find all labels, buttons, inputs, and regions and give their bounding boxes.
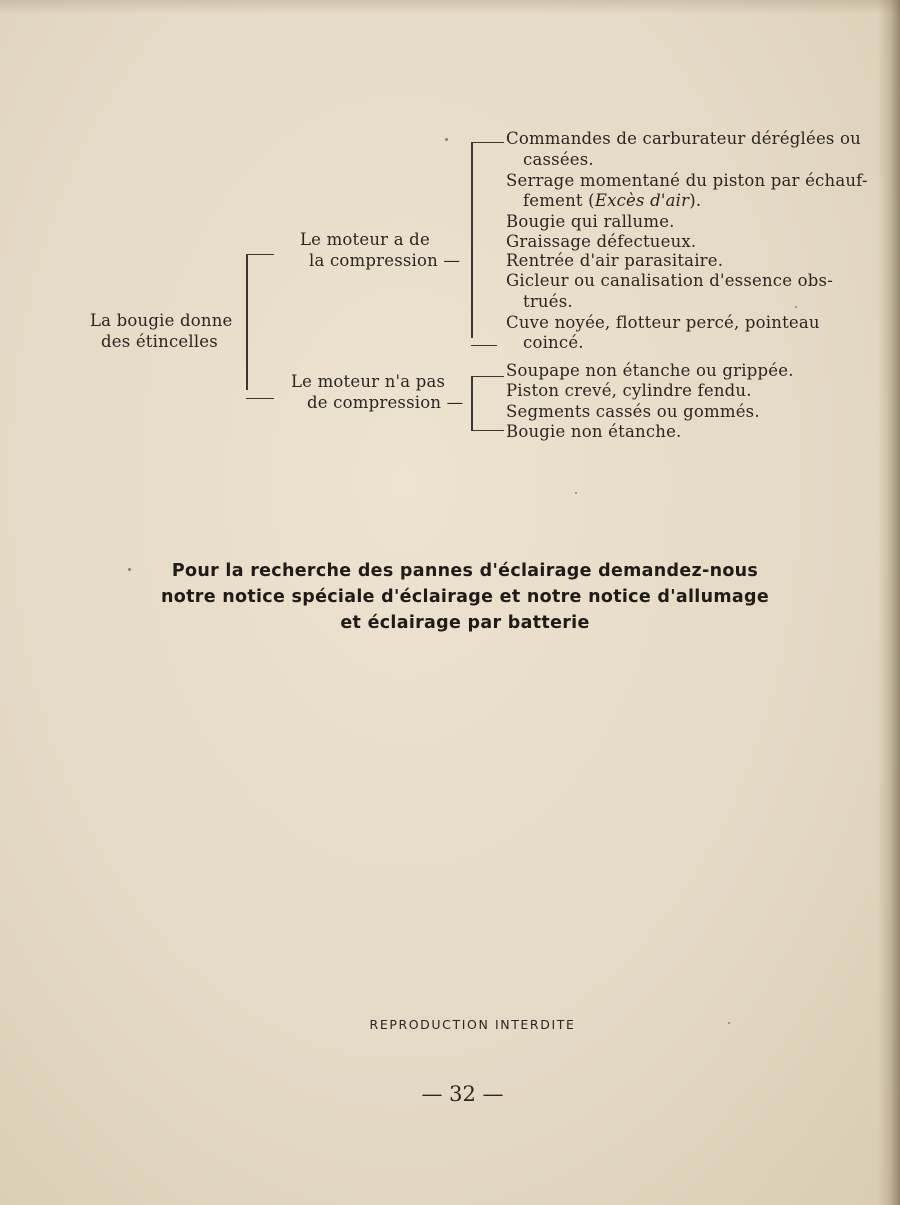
- main-bracket-vertical: [246, 254, 248, 390]
- page-number: — 32 —: [421, 1082, 504, 1106]
- cause-line: cassées.: [523, 150, 594, 169]
- lighting-notice: [90, 558, 840, 636]
- paper-speck: [795, 306, 797, 308]
- no-compression-bracket-bottom-tick: [471, 430, 504, 431]
- cause-line: Segments cassés ou gommés.: [506, 402, 760, 421]
- cause-line: Gicleur ou canalisation d'essence obs-: [506, 271, 833, 290]
- branch-label-line: de compression —: [307, 393, 464, 412]
- paper-speck: [445, 138, 448, 141]
- cause-line: trués.: [523, 292, 573, 311]
- cause-line: Commandes de carburateur déréglées ou: [506, 129, 861, 148]
- root-label-line: La bougie donne: [90, 311, 233, 330]
- root-label-line: des étincelles: [101, 332, 218, 351]
- branch-label-line: Le moteur n'a pas: [291, 372, 446, 391]
- main-bracket-bottom-tick: [246, 398, 274, 399]
- notice-line: Pour la recherche des pannes d'éclairage demandez-nous: [171, 561, 759, 581]
- paper-top-shadow: [0, 0, 900, 14]
- branch-label-line: Le moteur a de: [300, 230, 430, 249]
- reproduction-notice: REPRODUCTION INTERDITE: [369, 1017, 576, 1032]
- compression-bracket-bottom-tick: [471, 345, 497, 346]
- no-compression-bracket-top-tick: [471, 376, 504, 377]
- cause-line: Bougie non étanche.: [506, 422, 682, 441]
- cause-line: Piston crevé, cylindre fendu.: [506, 381, 752, 400]
- cause-line: Rentrée d'air parasitaire.: [506, 251, 724, 270]
- no-compression-bracket-vertical: [471, 376, 473, 430]
- cause-line: Soupape non étanche ou grippée.: [506, 361, 794, 380]
- notice-line: et éclairage par batterie: [340, 613, 590, 633]
- branch-label-line: la compression —: [309, 251, 461, 270]
- cause-line: Bougie qui rallume.: [506, 212, 675, 231]
- notice-line: notre notice spéciale d'éclairage et notre notice d'allumage: [161, 587, 769, 607]
- paper-speck: [575, 492, 577, 494]
- compression-bracket-vertical: [471, 142, 473, 338]
- cause-line: fement (Excès d'air).: [523, 191, 702, 210]
- compression-bracket-top-tick: [471, 142, 504, 143]
- cause-line: Cuve noyée, flotteur percé, pointeau: [506, 313, 820, 332]
- main-bracket-top-tick: [246, 254, 274, 255]
- cause-line: Serrage momentané du piston par échauf-: [506, 171, 868, 190]
- cause-line: coincé.: [523, 333, 584, 352]
- cause-line: Graissage défectueux.: [506, 232, 697, 251]
